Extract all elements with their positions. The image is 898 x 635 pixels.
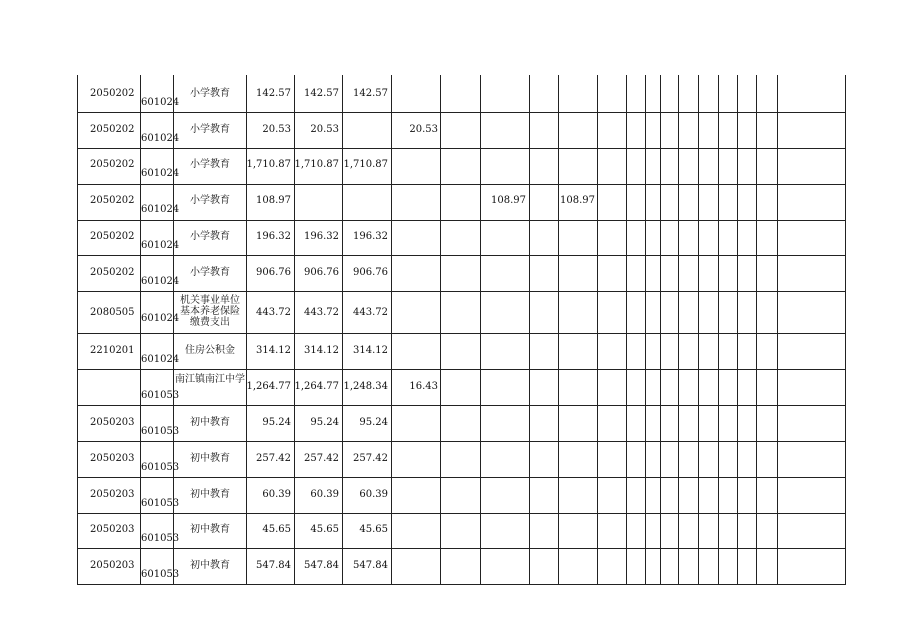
table-cell-value: 196.32 — [353, 231, 388, 242]
grid-line — [718, 75, 719, 584]
table-cell-name: 初中教育 — [190, 489, 230, 500]
table-cell-value: 45.65 — [359, 524, 388, 535]
table-cell-value: 547.84 — [256, 560, 291, 571]
grid-line — [660, 75, 661, 584]
grid-line — [77, 255, 846, 256]
grid-line — [777, 75, 778, 584]
grid-line — [77, 369, 846, 370]
table-cell-value: 60.39 — [310, 489, 339, 500]
table-cell-code: 2050203 — [90, 453, 135, 464]
grid-line — [77, 184, 846, 185]
table-cell-value: 314.12 — [353, 345, 388, 356]
table-cell-name: 小学教育 — [190, 124, 230, 135]
table-cell-name: 初中教育 — [190, 560, 230, 571]
table-cell-value: 1,710.87 — [343, 159, 388, 170]
table-cell-code: 2210201 — [90, 345, 135, 356]
table-cell-name: 初中教育 — [190, 524, 230, 535]
table-cell-name: 小学教育 — [190, 88, 230, 99]
table-cell-value: 1,264.77 — [294, 381, 339, 392]
grid-line — [77, 477, 846, 478]
table-cell-code: 2050202 — [90, 88, 135, 99]
table-cell-name: 南江镇南江中学 — [175, 374, 245, 385]
table-cell-code: 2050203 — [90, 417, 135, 428]
table-cell-value: 196.32 — [304, 231, 339, 242]
table-cell-value: 314.12 — [256, 345, 291, 356]
grid-line — [342, 75, 343, 584]
table-cell-value: 906.76 — [256, 267, 291, 278]
table-cell-name: 初中教育 — [190, 453, 230, 464]
table-cell-value: 20.53 — [409, 124, 438, 135]
table-cell-value: 95.24 — [359, 417, 388, 428]
grid-line — [737, 75, 738, 584]
table-cell-unit: 601024 — [141, 97, 180, 108]
table-cell-value: 16.43 — [409, 381, 438, 392]
grid-line — [77, 441, 846, 442]
table-cell-unit: 601024 — [141, 354, 180, 365]
table-cell-code: 2080505 — [90, 307, 135, 318]
table-cell-value: 45.65 — [310, 524, 339, 535]
table-cell-code: 2050203 — [90, 560, 135, 571]
table-cell-value: 60.39 — [262, 489, 291, 500]
grid-line — [77, 112, 846, 113]
table-cell-unit: 601024 — [141, 204, 180, 215]
table-cell-value: 20.53 — [310, 124, 339, 135]
grid-line — [558, 75, 559, 584]
table-cell-name: 小学教育 — [190, 231, 230, 242]
grid-line — [597, 75, 598, 584]
grid-line — [391, 75, 392, 584]
table-cell-value: 108.97 — [560, 195, 595, 206]
table-cell-value: 45.65 — [262, 524, 291, 535]
table-cell-value: 443.72 — [256, 307, 291, 318]
table-cell-code: 2050202 — [90, 267, 135, 278]
table-cell-value: 257.42 — [256, 453, 291, 464]
table-cell-name: 小学教育 — [190, 159, 230, 170]
grid-line — [77, 148, 846, 149]
table-cell-name: 初中教育 — [190, 417, 230, 428]
table-cell-value: 108.97 — [256, 195, 291, 206]
grid-line — [77, 220, 846, 221]
table-cell-code: 2050202 — [90, 159, 135, 170]
grid-line — [678, 75, 679, 584]
table-cell-value: 196.32 — [256, 231, 291, 242]
table-cell-unit: 601053 — [141, 569, 180, 580]
table-cell-name: 小学教育 — [190, 195, 230, 206]
table-cell-value: 20.53 — [262, 124, 291, 135]
grid-line — [246, 75, 247, 584]
table-cell-value: 1,264.77 — [246, 381, 291, 392]
grid-line — [698, 75, 699, 584]
grid-line — [77, 333, 846, 334]
table-cell-value: 142.57 — [256, 88, 291, 99]
table-cell-value: 906.76 — [353, 267, 388, 278]
table-cell-unit: 601053 — [141, 390, 180, 401]
table-cell-code: 2050202 — [90, 231, 135, 242]
grid-line — [77, 584, 846, 585]
grid-line — [77, 291, 846, 292]
table-cell-value: 257.42 — [304, 453, 339, 464]
grid-line — [294, 75, 295, 584]
table-cell-unit: 601024 — [141, 168, 180, 179]
table-cell-code: 2050203 — [90, 489, 135, 500]
grid-line — [645, 75, 646, 584]
grid-line — [756, 75, 757, 584]
grid-line — [77, 405, 846, 406]
table-cell-value: 257.42 — [353, 453, 388, 464]
table-cell-unit: 601053 — [141, 533, 180, 544]
grid-line — [845, 75, 846, 584]
table-cell-value: 95.24 — [262, 417, 291, 428]
table-cell-name: 小学教育 — [190, 267, 230, 278]
table-cell-name: 机关事业单位基本养老保险缴费支出 — [180, 295, 240, 328]
table-cell-unit: 601024 — [141, 133, 180, 144]
table-cell-unit: 601024 — [141, 313, 180, 324]
table-cell-value: 443.72 — [304, 307, 339, 318]
table-cell-code: 2050203 — [90, 524, 135, 535]
table-cell-value: 1,710.87 — [294, 159, 339, 170]
table-cell-value: 1,248.34 — [343, 381, 388, 392]
table-cell-unit: 601024 — [141, 240, 180, 251]
table-cell-value: 443.72 — [353, 307, 388, 318]
table-cell-code: 2050202 — [90, 195, 135, 206]
table-cell-value: 95.24 — [310, 417, 339, 428]
grid-line — [440, 75, 441, 584]
table-cell-value: 547.84 — [304, 560, 339, 571]
table-cell-unit: 601024 — [141, 276, 180, 287]
grid-line — [77, 75, 78, 584]
table-cell-name: 住房公积金 — [185, 345, 235, 356]
table-cell-value: 1,710.87 — [246, 159, 291, 170]
table-cell-value: 142.57 — [353, 88, 388, 99]
table-cell-value: 906.76 — [304, 267, 339, 278]
table-cell-unit: 601053 — [141, 498, 180, 509]
grid-line — [626, 75, 627, 584]
grid-line — [480, 75, 481, 584]
grid-line — [77, 548, 846, 549]
grid-line — [77, 513, 846, 514]
table-cell-code: 2050202 — [90, 124, 135, 135]
table-cell-value: 60.39 — [359, 489, 388, 500]
table-cell-unit: 601053 — [141, 426, 180, 437]
table-cell-value: 314.12 — [304, 345, 339, 356]
grid-line — [529, 75, 530, 584]
table-cell-value: 142.57 — [304, 88, 339, 99]
table-cell-value: 547.84 — [353, 560, 388, 571]
table-cell-value: 108.97 — [491, 195, 526, 206]
table-cell-unit: 601053 — [141, 462, 180, 473]
